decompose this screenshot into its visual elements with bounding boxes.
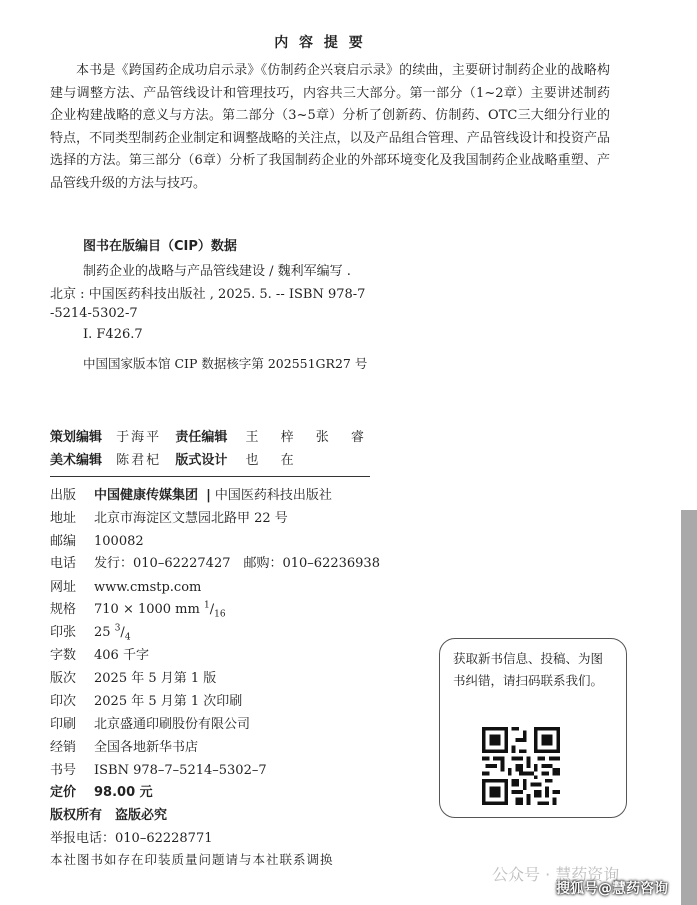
responsible-editor-label: 责任编辑 — [175, 430, 228, 445]
website-value: www.cmstp.com — [94, 580, 202, 595]
printer-value: 北京盛通印刷股份有限公司 — [94, 717, 251, 732]
pub-row-address — [50, 507, 288, 526]
price-label: 定价 — [50, 785, 77, 800]
spec-fraction-numerator: 1 — [203, 600, 210, 611]
cip-line-4: Ⅰ. F426.7 — [83, 327, 143, 342]
phone-label: 电话 — [50, 556, 77, 571]
distributor-value: 全国各地新华书店 — [94, 740, 199, 755]
publisher-group: 中国健康传媒集团 — [94, 488, 199, 503]
copyright-notice: 版权所有 盗版必究 — [50, 808, 168, 823]
address-label: 地址 — [50, 511, 77, 526]
printer-label: 印刷 — [50, 717, 77, 732]
layout-design-label: 版式设计 — [175, 453, 228, 468]
pub-row-price — [50, 781, 153, 800]
staff-row-1 — [50, 426, 373, 445]
report-phone: 举报电话：010–62228771 — [50, 831, 213, 846]
edition-label: 版次 — [50, 671, 77, 686]
layout-design-name: 也 在 — [245, 453, 303, 468]
isbn-label: 书号 — [50, 763, 77, 778]
pub-row-website — [50, 576, 201, 595]
publisher-separator: | — [206, 488, 211, 503]
pub-row-publisher — [50, 484, 332, 503]
summary-title: 内 容 提 要 — [274, 35, 366, 51]
cip-heading: 图书在版编目（CIP）数据 — [83, 239, 237, 254]
isbn-value: ISBN 978–7–5214–5302–7 — [94, 763, 267, 778]
pub-row-distributor — [50, 736, 198, 755]
pub-row-isbn — [50, 759, 267, 778]
qr-caption: 获取新书信息、投稿、为图书纠错，请扫码联系我们。 — [453, 651, 604, 688]
scrollbar[interactable] — [681, 510, 697, 905]
spec-value: 710 × 1000 mm — [94, 602, 200, 617]
website-label: 网址 — [50, 580, 77, 595]
watermark-wechat: 公众号 · 慧药资询 — [492, 865, 620, 884]
print-label: 印次 — [50, 694, 77, 709]
publisher-name: 中国医药科技出版社 — [214, 488, 332, 503]
pub-row-spec: 规格 710 × 1000 mm $^1/_{16}$ — [50, 598, 226, 620]
words-value: 406 千字 — [94, 648, 149, 663]
pub-row-phone — [50, 552, 380, 571]
watermark-sohu: 搜狐号@慧药咨询 — [556, 881, 668, 897]
phone-value: 发行：010–62227427 邮购：010–62236938 — [94, 556, 380, 571]
sheets-fraction-numerator: 3 — [114, 623, 121, 634]
pub-row-edition — [50, 667, 216, 686]
art-editor-label: 美术编辑 — [50, 453, 103, 468]
pub-row-sheets: 印张 25 $^3/_4$ — [50, 621, 131, 643]
qr-code[interactable] — [482, 727, 560, 805]
words-label: 字数 — [50, 648, 77, 663]
sheets-value: 25 — [94, 625, 111, 640]
publisher-label: 出版 — [50, 488, 77, 503]
spec-label: 规格 — [50, 602, 77, 617]
quality-notice: 本社图书如存在印装质量问题请与本社联系调换 — [50, 852, 334, 867]
cip-line-1: 制药企业的战略与产品管线建设 / 魏利军编写 . — [83, 264, 351, 279]
postcode-value: 100082 — [94, 534, 144, 549]
price-value: 98.00 元 — [94, 785, 153, 800]
cip-line-3: -5214-5302-7 — [50, 306, 138, 321]
postcode-label: 邮编 — [50, 534, 77, 549]
pub-row-postcode — [50, 530, 144, 549]
pub-row-print — [50, 690, 242, 709]
pub-row-words — [50, 644, 149, 663]
staff-row-2 — [50, 449, 303, 468]
sheets-fraction-denominator: 4 — [124, 632, 131, 643]
planning-editor-label: 策划编辑 — [50, 430, 103, 445]
divider-line — [50, 476, 370, 477]
planning-editor-name: 于海平 — [116, 430, 162, 445]
edition-value: 2025 年 5 月第 1 版 — [94, 671, 217, 686]
responsible-editor-name: 王 梓 张 睿 — [245, 430, 373, 445]
summary-text: 本书是《跨国药企成功启示录》《仿制药企兴衰启示录》的续曲，主要研讨制药企业的战略构建与调整方法、产品管线设计和管理技巧，内容共三大部分。第一部分（1~2章）主要讲述制药企业构建战略的意义与方法。第二部分（3~5章）分析了创新药、仿制药、OTC三大细分行业的特点，不同类型制药企业制定和调整战略的关注点，以及产品组合管理、产品管线设计和投资产品选择的方法。第三部分（6章）分析了我国制药企业的外部环境变化及我国制药企业战略重塑、产品管线升级的方法与技巧。 — [50, 63, 610, 191]
address-value: 北京市海淀区文慧园北路甲 22 号 — [94, 511, 288, 526]
sheets-label: 印张 — [50, 625, 77, 640]
pub-row-printer — [50, 713, 250, 732]
print-value: 2025 年 5 月第 1 次印刷 — [94, 694, 243, 709]
cip-data-number: 中国国家版本馆 CIP 数据核字第 202551GR27 号 — [83, 356, 368, 371]
cip-line-2: 北京 : 中国医药科技出版社 , 2025. 5. -- ISBN 978-7 — [50, 287, 366, 302]
distributor-label: 经销 — [50, 740, 77, 755]
art-editor-name: 陈君杞 — [116, 453, 162, 468]
spec-fraction-denominator: 16 — [214, 609, 226, 620]
